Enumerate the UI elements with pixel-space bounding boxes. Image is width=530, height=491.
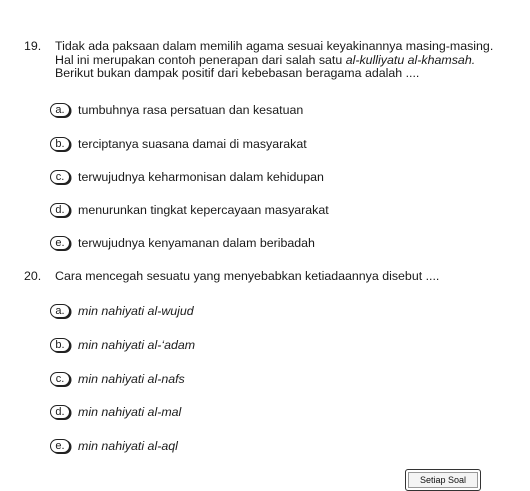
q19-option-c[interactable] <box>50 169 324 185</box>
q20-option-d[interactable] <box>50 404 181 420</box>
question-text <box>55 40 494 81</box>
q20-option-c[interactable] <box>50 371 185 387</box>
question-text <box>55 270 494 284</box>
q19-option-d[interactable] <box>50 202 329 218</box>
option-text: terwujudnya kenyamanan dalam beribadah <box>78 236 315 250</box>
question-line-2-plain: Hal ini merupakan contoh penerapan dari salah satu <box>55 52 346 67</box>
q19-option-b[interactable] <box>50 136 307 152</box>
q20-option-a[interactable] <box>50 303 194 319</box>
option-letter-badge: d. <box>50 203 70 217</box>
option-letter-badge: b. <box>50 137 70 151</box>
option-text: min nahiyati al-aql <box>78 439 178 453</box>
q19-option-a[interactable] <box>50 102 303 118</box>
option-text: terciptanya suasana damai di masyarakat <box>78 137 307 151</box>
question-line-2-italic: al-kulliyatu al-khamsah. <box>345 52 476 67</box>
question-19 <box>24 40 494 81</box>
question-line-1: Cara mencegah sesuatu yang menyebabkan ketiadaannya disebut .... <box>55 269 440 283</box>
q20-option-b[interactable] <box>50 337 195 353</box>
option-letter-badge: d. <box>50 405 70 419</box>
question-line-1: Tidak ada paksaan dalam memilih agama sesuai keyakinannya masing-masing. <box>55 39 494 53</box>
option-letter-badge: c. <box>50 372 70 386</box>
option-letter-badge: e. <box>50 439 70 453</box>
option-text: menurunkan tingkat kepercayaan masyarakat <box>78 203 329 217</box>
q19-option-e[interactable] <box>50 235 315 251</box>
option-letter-badge: a. <box>50 304 70 318</box>
option-text: min nahiyati al-‘adam <box>78 338 196 352</box>
option-letter-badge: c. <box>50 170 70 184</box>
option-text: terwujudnya keharmonisan dalam kehidupan <box>78 170 324 184</box>
option-text: tumbuhnya rasa persatuan dan kesatuan <box>78 103 304 117</box>
question-number: 19. <box>24 39 42 53</box>
question-20-stem <box>24 270 494 284</box>
option-letter-badge: b. <box>50 338 70 352</box>
option-text: min nahiyati al-nafs <box>78 372 185 386</box>
option-letter-badge: e. <box>50 236 70 250</box>
setiap-soal-button[interactable]: Setiap Soal <box>405 469 481 491</box>
question-line-2 <box>55 54 494 68</box>
question-20 <box>24 270 494 284</box>
question-number: 20. <box>24 269 42 283</box>
option-text: min nahiyati al-wujud <box>78 304 194 318</box>
question-line-3: Berikut bukan dampak positif dari kebebasan beragama adalah .... <box>55 66 420 80</box>
option-text: min nahiyati al-mal <box>78 405 182 419</box>
option-letter-badge: a. <box>50 103 70 117</box>
question-19-stem <box>24 40 494 81</box>
q20-option-e[interactable] <box>50 438 178 454</box>
